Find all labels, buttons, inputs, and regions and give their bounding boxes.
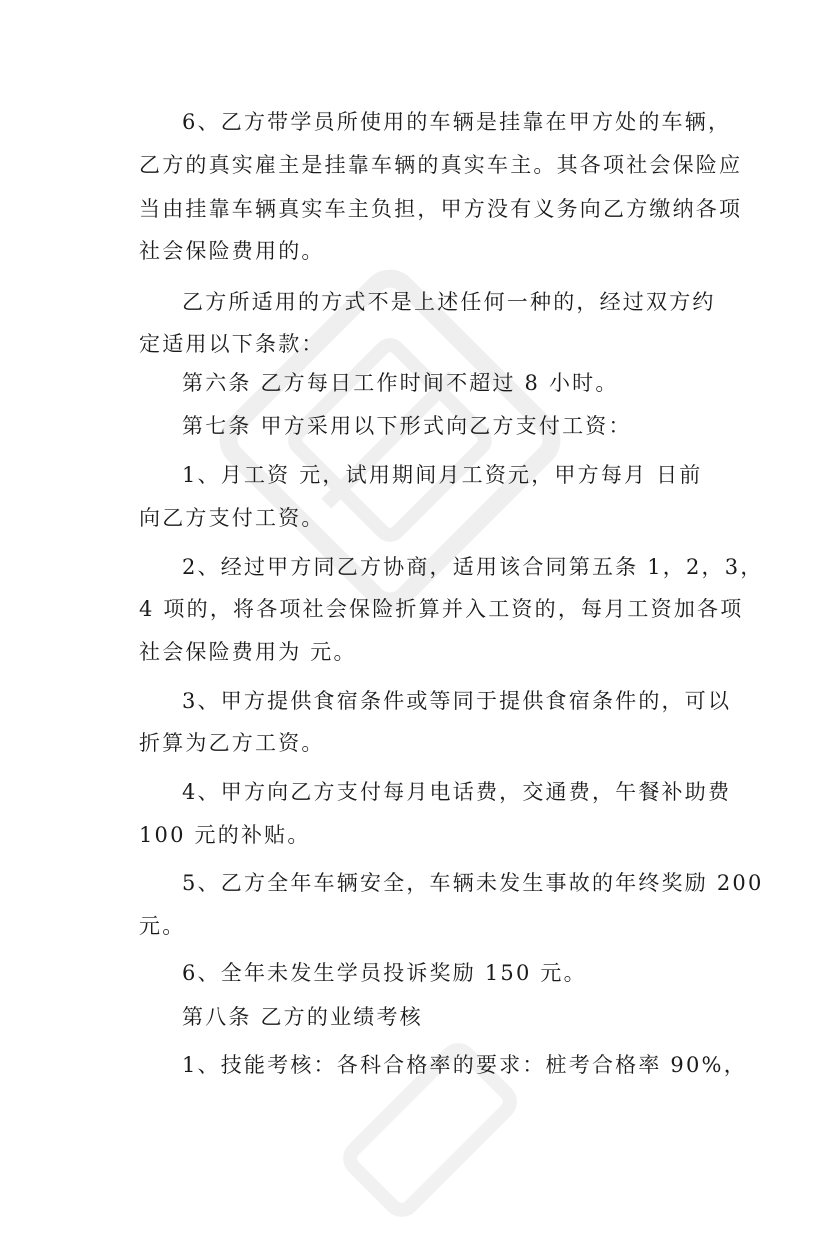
paragraph-line-14: 3、甲方提供食宿条件或等同于提供食宿条件的，可以	[182, 689, 732, 713]
paragraph-line-22: 1、技能考核：各科合格率的要求：桩考合格率 90%，	[182, 1053, 747, 1077]
paragraph-line-19: 元。	[139, 914, 186, 938]
paragraph-line-1: 6、乙方带学员所使用的车辆是挂靠在甲方处的车辆，	[182, 110, 732, 134]
paragraph-line-16: 4、甲方向乙方支付每月电话费，交通费，午餐补助费	[182, 780, 732, 804]
paragraph-line-4: 社会保险费用的。	[139, 239, 325, 263]
paragraph-line-3: 当由挂靠车辆真实车主负担，甲方没有义务向乙方缴纳各项	[139, 197, 743, 221]
article-6: 第六条 乙方每日工作时间不超过 8 小时。	[182, 371, 619, 395]
paragraph-line-18: 5、乙方全年车辆安全，车辆未发生事故的年终奖励 200	[182, 871, 764, 895]
paragraph-line-10: 向乙方支付工资。	[139, 506, 325, 530]
paragraph-line-5: 乙方所适用的方式不是上述任何一种的，经过双方约	[182, 290, 716, 314]
paragraph-line-11: 2、经过甲方同乙方协商，适用该合同第五条 1，2，3，	[182, 555, 764, 579]
paragraph-line-13: 社会保险费用为 元。	[139, 640, 357, 664]
paragraph-line-2: 乙方的真实雇主是挂靠车辆的真实车主。其各项社会保险应	[139, 153, 743, 177]
paragraph-line-6: 定适用以下条款：	[139, 332, 325, 356]
paragraph-line-12: 4 项的，将各项社会保险折算并入工资的，每月工资加各项	[139, 597, 744, 621]
article-7: 第七条 甲方采用以下形式向乙方支付工资：	[182, 414, 632, 438]
paragraph-line-9: 1、月工资 元，试用期间月工资元，甲方每月 日前	[182, 463, 703, 487]
paragraph-line-15: 折算为乙方工资。	[139, 731, 325, 755]
paragraph-line-17: 100 元的补贴。	[139, 823, 311, 847]
article-8: 第八条 乙方的业绩考核	[182, 1005, 423, 1029]
paragraph-line-20: 6、全年未发生学员投诉奖励 150 元。	[182, 961, 587, 985]
